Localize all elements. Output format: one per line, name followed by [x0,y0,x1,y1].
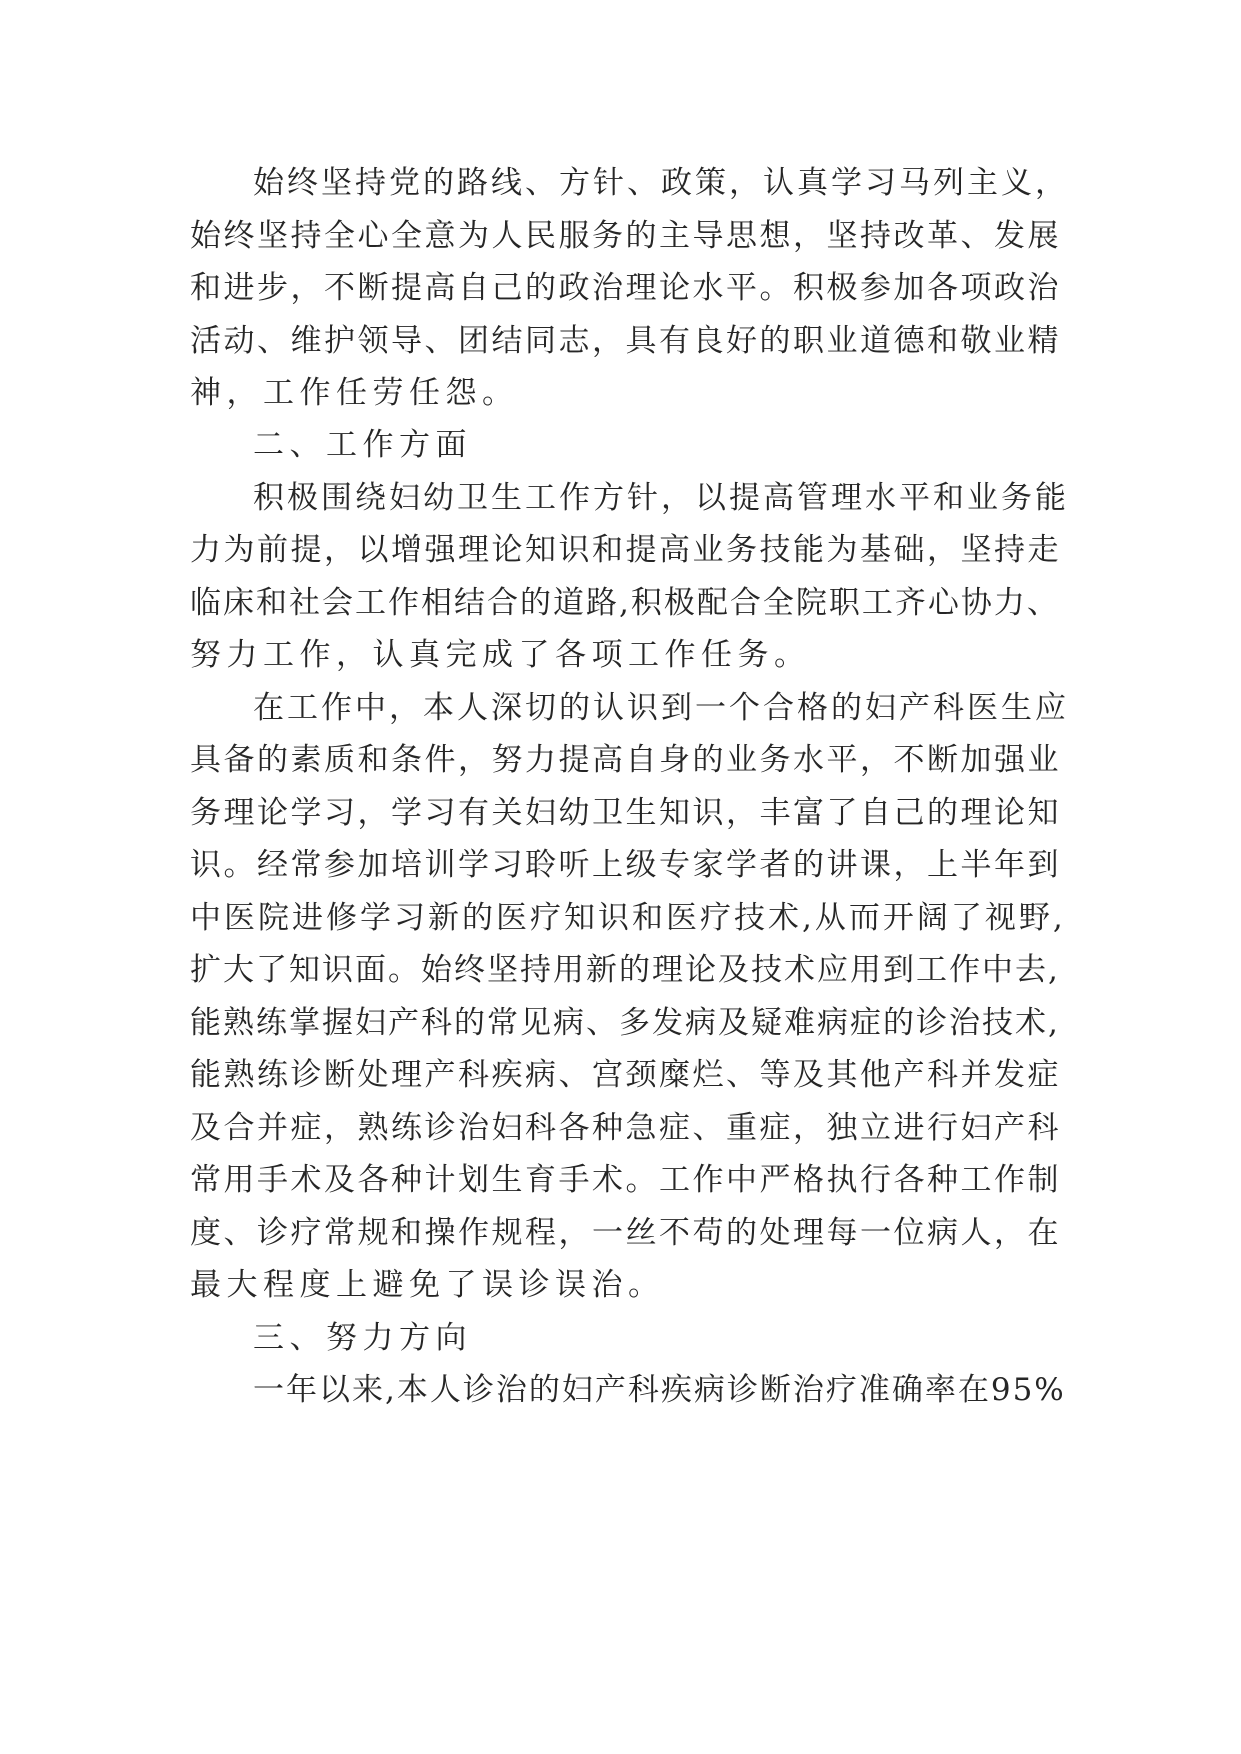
paragraph-line: 积极围绕妇幼卫生工作方针，以提高管理水平和业务能 [253,480,1069,516]
paragraph-line: 神，工作任劳任怨。 [190,375,519,411]
paragraph-line: 及合并症，熟练诊治妇科各种急症、重症，独立进行妇产科 [190,1110,1061,1146]
paragraph-line: 在工作中，本人深切的认识到一个合格的妇产科医生应 [253,690,1069,726]
section-heading: 三、努力方向 [253,1320,472,1356]
paragraph-line: 一年以来,本人诊治的妇产科疾病诊断治疗准确率在95% [253,1372,1066,1408]
paragraph-line: 扩大了知识面。始终坚持用新的理论及技术应用到工作中去, [190,952,1060,988]
paragraph-line: 能熟练诊断处理产科疾病、宫颈糜烂、等及其他产科并发症 [190,1057,1061,1093]
paragraph-line: 最大程度上避免了误诊误治。 [190,1267,665,1303]
paragraph-line: 具备的素质和条件，努力提高自身的业务水平，不断加强业 [190,742,1061,778]
paragraph-line: 能熟练掌握妇产科的常见病、多发病及疑难病症的诊治技术, [190,1005,1060,1041]
paragraph-line: 和进步，不断提高自己的政治理论水平。积极参加各项政治 [190,270,1061,306]
paragraph-line: 临床和社会工作相结合的道路,积极配合全院职工齐心协力、 [190,585,1060,621]
paragraph-line: 中医院进修学习新的医疗知识和医疗技术,从而开阔了视野, [190,900,1066,936]
paragraph-line: 始终坚持全心全意为人民服务的主导思想，坚持改革、发展 [190,218,1061,254]
paragraph-line: 常用手术及各种计划生育手术。工作中严格执行各种工作制 [190,1162,1061,1198]
paragraph-line: 始终坚持党的路线、方针、政策，认真学习马列主义， [253,165,1069,201]
section-heading: 二、工作方面 [253,427,472,463]
paragraph-line: 度、诊疗常规和操作规程，一丝不苟的处理每一位病人，在 [190,1215,1061,1251]
paragraph-line: 努力工作，认真完成了各项工作任务。 [190,637,811,673]
paragraph-line: 务理论学习，学习有关妇幼卫生知识，丰富了自己的理论知 [190,795,1061,831]
paragraph-line: 识。经常参加培训学习聆听上级专家学者的讲课，上半年到 [190,847,1061,883]
paragraph-line: 活动、维护领导、团结同志，具有良好的职业道德和敬业精 [190,323,1061,359]
paragraph-line: 力为前提，以增强理论知识和提高业务技能为基础，坚持走 [190,532,1061,568]
